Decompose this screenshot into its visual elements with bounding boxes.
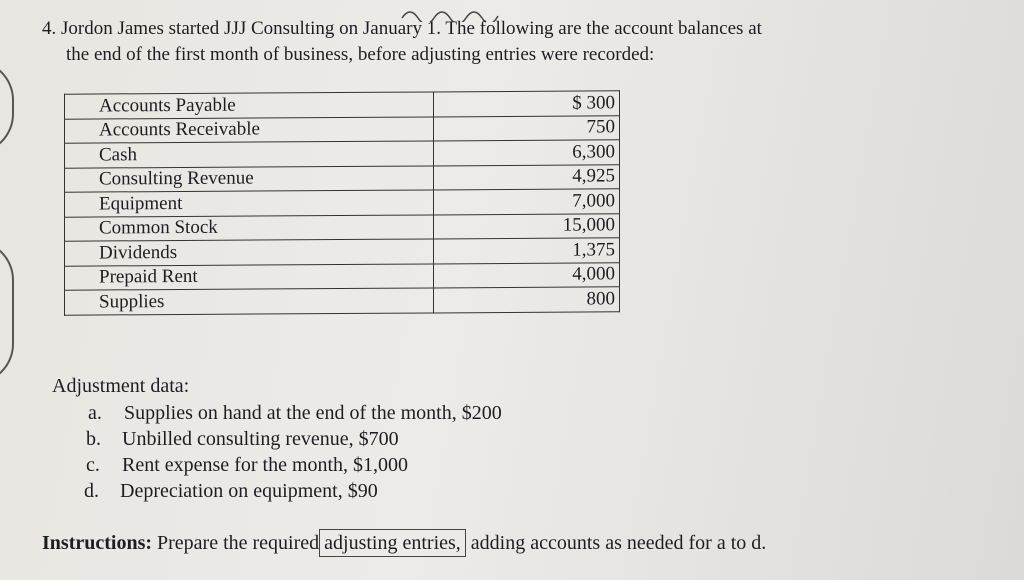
account-amount: 4,925 xyxy=(434,164,620,190)
account-amount: 7,000 xyxy=(434,189,620,215)
account-amount: 800 xyxy=(434,287,620,313)
margin-bracket-bottom xyxy=(0,240,14,384)
table-row xyxy=(65,91,620,119)
account-name: Equipment xyxy=(65,190,434,217)
instructions-text-pre: Prepare the required xyxy=(157,532,320,554)
account-name: Common Stock xyxy=(65,214,434,241)
table-row xyxy=(65,213,620,241)
account-name: Accounts Payable xyxy=(65,92,434,119)
adjustment-item xyxy=(86,428,399,451)
instructions-text-post: adding accounts as needed for a to d. xyxy=(470,532,767,554)
account-name: Prepaid Rent xyxy=(65,263,434,290)
table-row xyxy=(65,140,620,168)
account-name: Dividends xyxy=(65,239,434,266)
account-amount: 1,375 xyxy=(434,238,620,264)
adjustment-text: Depreciation on equipment, $90 xyxy=(120,480,378,502)
adjustment-data-heading: Adjustment data: xyxy=(52,375,190,397)
account-balances-table xyxy=(64,90,620,315)
table-row xyxy=(65,287,620,315)
account-amount: 4,000 xyxy=(434,262,620,288)
table-row xyxy=(65,238,620,266)
adjustment-text: Rent expense for the month, $1,000 xyxy=(122,454,409,476)
adjustment-item xyxy=(86,454,408,477)
instructions-label: Instructions: xyxy=(42,532,153,554)
adjustment-item xyxy=(84,480,378,503)
table-row xyxy=(65,115,620,143)
table-row xyxy=(65,262,620,290)
adjustment-item xyxy=(88,402,502,425)
margin-bracket-top xyxy=(0,60,14,154)
account-amount: $ 300 xyxy=(434,91,620,117)
table-row xyxy=(65,164,620,192)
adjustment-letter: b. xyxy=(86,428,101,450)
adjustment-letter: d. xyxy=(84,480,99,502)
instructions-boxed-text: adjusting entries, xyxy=(319,529,466,557)
account-name: Consulting Revenue xyxy=(65,165,434,192)
adjustment-text: Unbilled consulting revenue, $700 xyxy=(122,428,399,450)
adjustment-letter: a. xyxy=(88,402,102,424)
account-name: Supplies xyxy=(65,288,434,315)
account-name: Accounts Receivable xyxy=(65,116,434,143)
account-amount: 750 xyxy=(434,115,620,141)
problem-line-2: the end of the first month of business, before adjusting entries were recorded: xyxy=(66,44,655,65)
problem-line-1: 4. Jordon James started JJJ Consulting on January 1. The following are the account balances at xyxy=(42,18,762,39)
adjustment-text: Supplies on hand at the end of the month, $200 xyxy=(124,402,502,424)
account-name: Cash xyxy=(65,141,434,168)
account-amount: 6,300 xyxy=(434,140,620,166)
adjustment-letter: c. xyxy=(86,454,100,476)
instructions-line xyxy=(42,532,766,555)
account-amount: 15,000 xyxy=(434,213,620,239)
table-row xyxy=(65,189,620,217)
